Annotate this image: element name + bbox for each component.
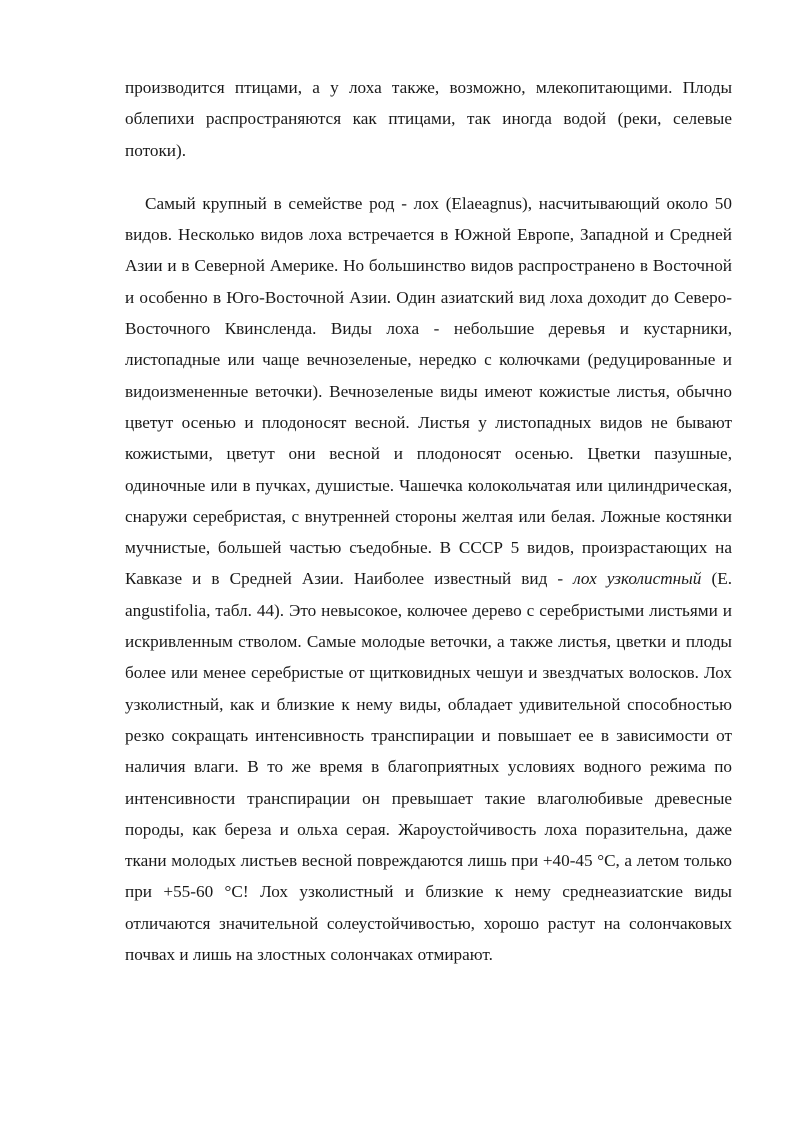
paragraph-text-start: Самый крупный в семействе род - лох (Elaeagnus), насчитывающий около 50 видов. Несколько видов лоха встречается в Южной Европе, Западной и Средней Азии и в Северной Америке. Но большинство видов распространено в Восточной и особенно в Юго-Восточной Азии. Один азиатский вид лоха доходит до Северо-Восточного Квинсленда. Виды лоха - небольшие деревья и кустарники, листопадные или чаще вечнозеленые, нередко с колючками (редуцированные и видоизмененные веточки). Вечнозеленые виды имеют кожистые листья, обычно цветут осенью и плодоносят весной. Листья у листопадных видов не бывают кожистыми, цветут они весной и плодоносят осенью. Цветки пазушные, одиночные или в пучках, душистые. Чашечка колокольчатая или цилиндрическая, снаружи серебристая, с внутренней стороны желтая или белая. Ложные костянки мучнистые, большей частью съедобные. В СССР 5 видов, произрастающих на Кавказе и в Средней Азии. Наиболее известный вид - [125, 193, 732, 589]
species-name-italic: лох узколистный [573, 569, 702, 589]
paragraph-elaeagnus [125, 188, 732, 970]
paragraph-text-end: (E. angustifolia, табл. 44). Это невысокое, колючее дерево с серебристыми листьями и искривленным стволом. Самые молодые веточки, а также листья, цветки и плоды более или менее серебристые от щитковидных чешуи и звездчатых волосков. Лох узколистный, как и близкие к нему виды, обладает удивительной способностью резко сокращать интенсивность транспирации и повышает ее в зависимости от наличия влаги. В то же время в благоприятных условиях водного режима по интенсивности транспирации он превышает такие влаголюбивые древесные породы, как береза и ольха серая. Жароустойчивость лоха поразительна, даже ткани молодых листьев весной повреждаются лишь при +40-45 °С, а летом только при +55-60 °С! Лох узколистный и близкие к нему среднеазиатские виды отличаются значительной солеустойчивостью, хорошо растут на солончаковых почвах и лишь на злостных солончаках отмирают. [125, 569, 732, 965]
paragraph-seed-dispersal [125, 72, 732, 166]
paragraph-text: производится птицами, а у лоха также, возможно, млекопитающими. Плоды облепихи распространяются как птицами, так иногда водой (реки, селевые потоки). [125, 78, 732, 160]
document-page [125, 72, 732, 970]
